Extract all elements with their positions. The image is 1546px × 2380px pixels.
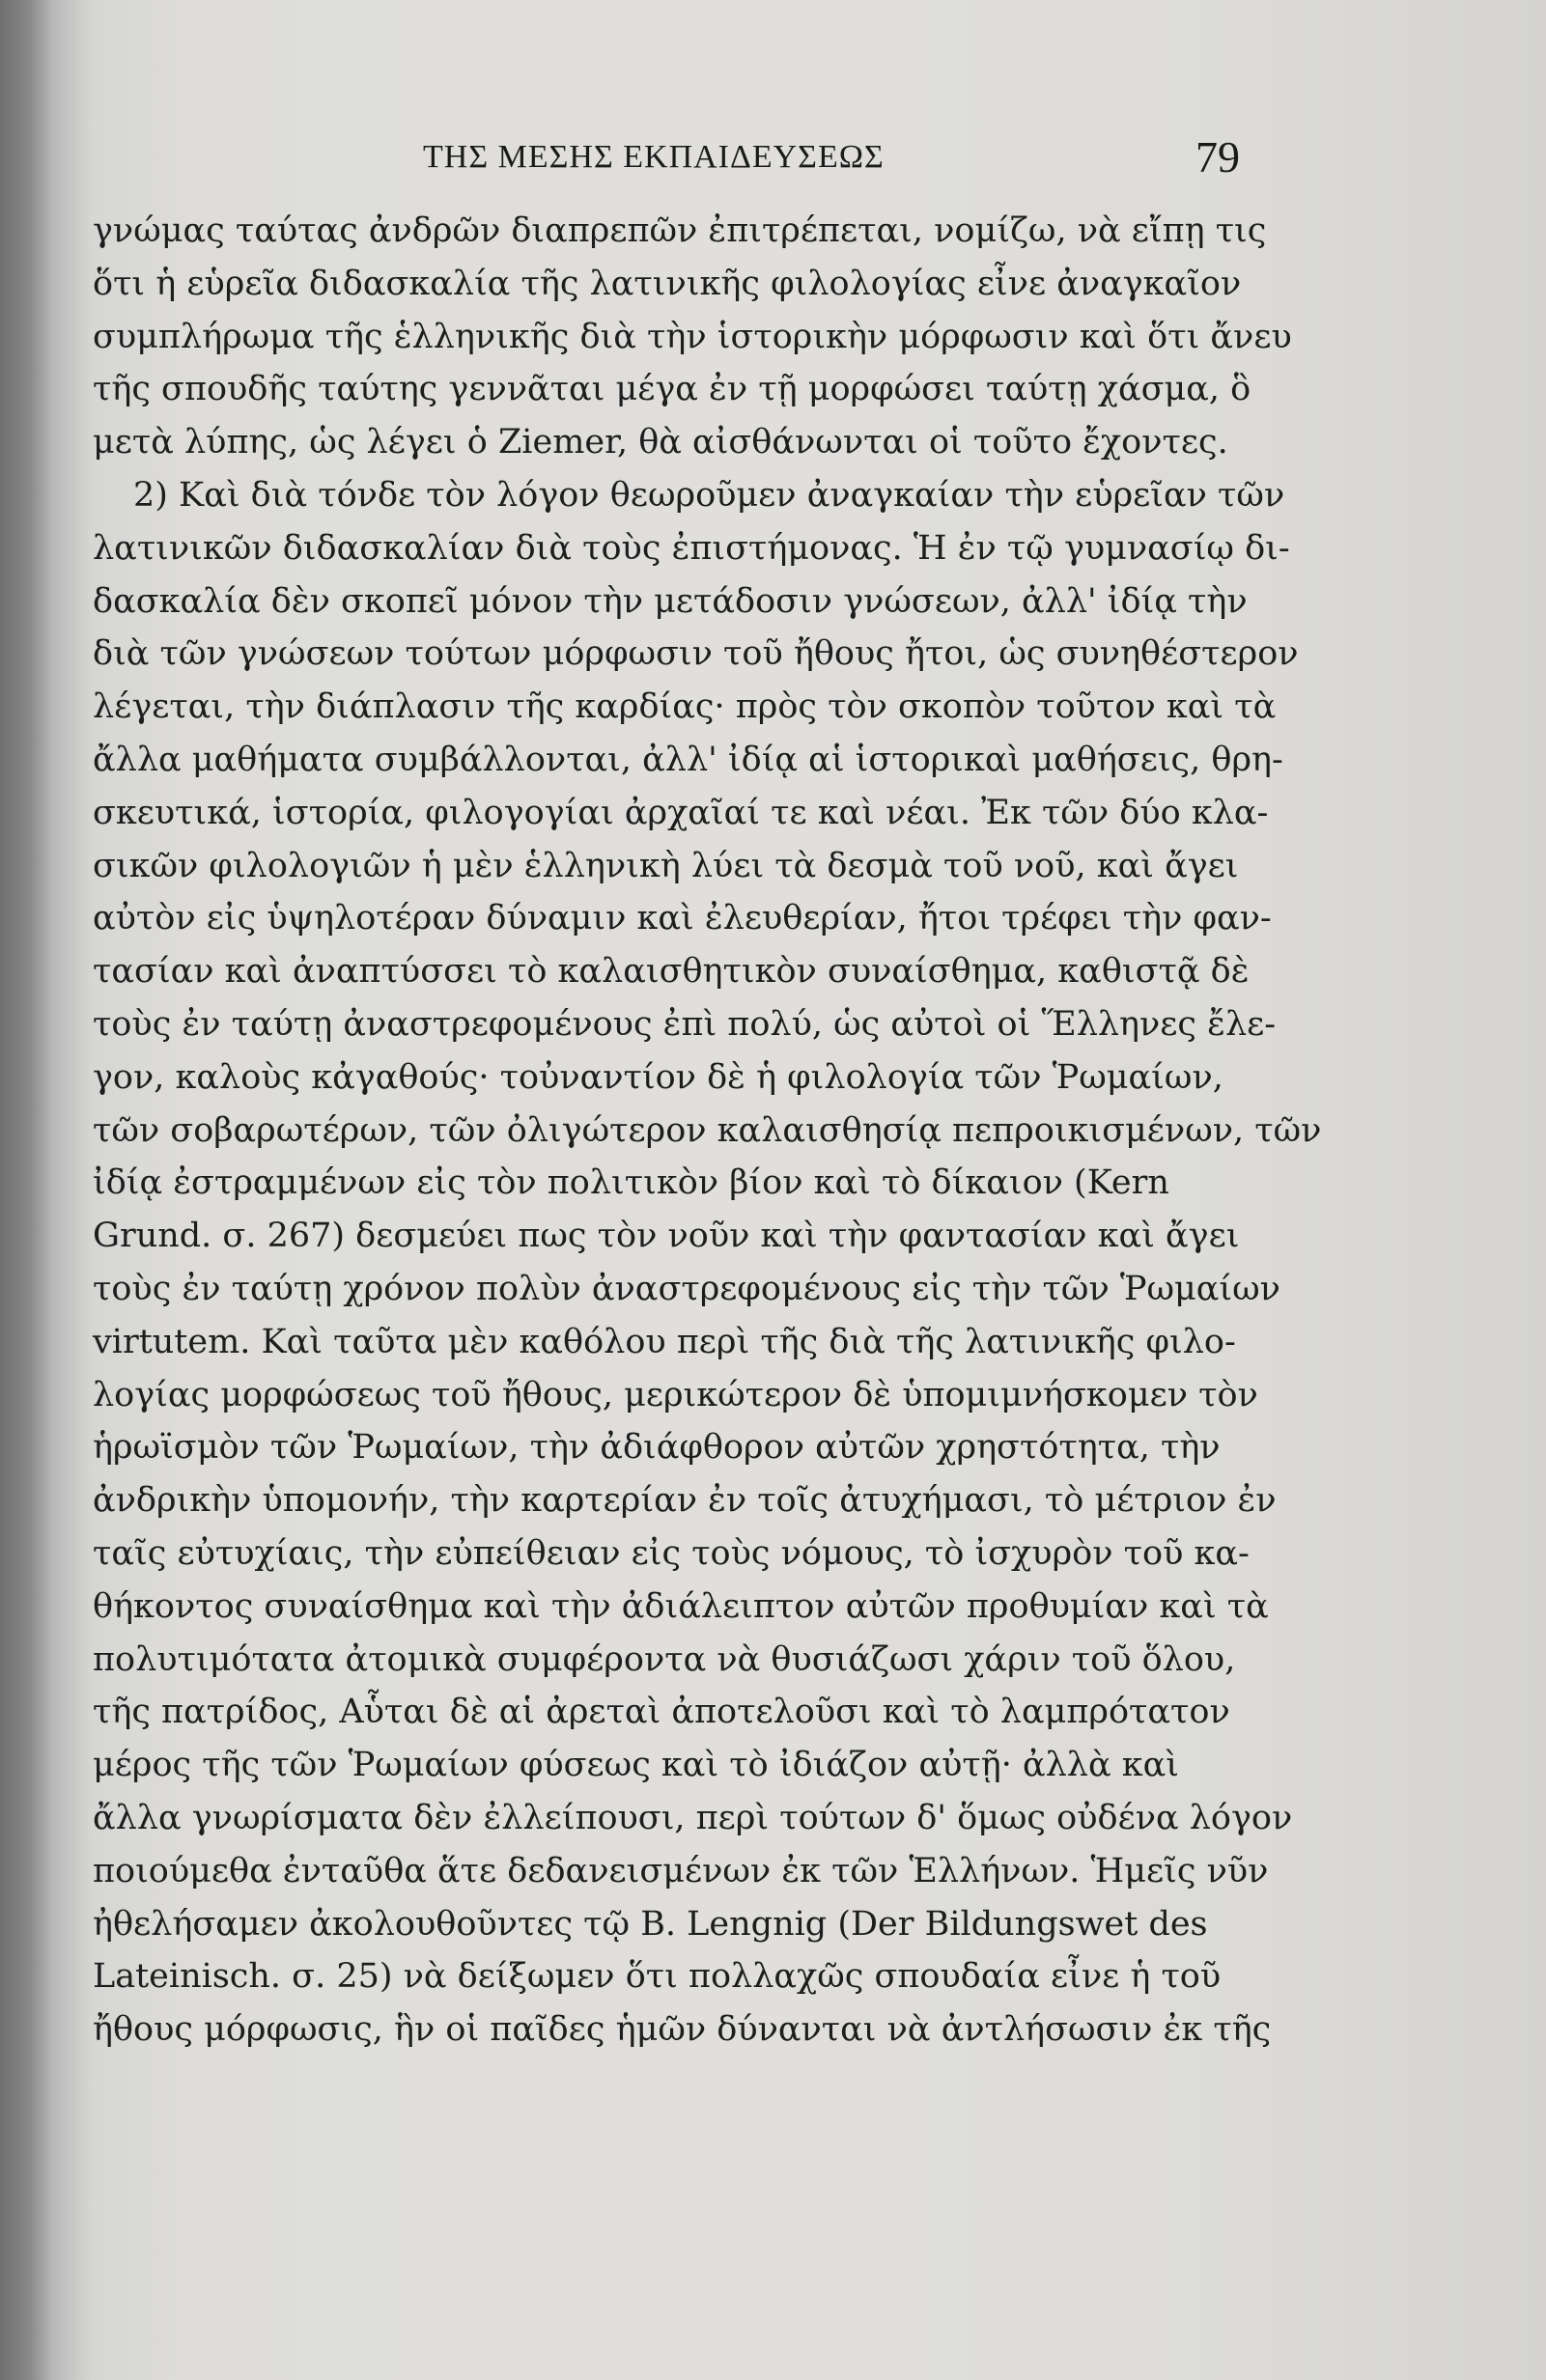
text-line: Lateinisch. σ. 25) νὰ δείξωμεν ὅτι πολλαχῶς σπουδαία εἶνε ἡ τοῦ <box>93 1957 1222 1997</box>
text-line: αὐτὸν εἰς ὑψηλοτέραν δύναμιν καὶ ἐλευθερίαν, ἤτοι τρέφει τὴν φαν- <box>93 899 1272 938</box>
text-line: μέρος τῆς τῶν Ῥωμαίων φύσεως καὶ τὸ ἰδιάζον αὐτῇ· ἀλλὰ καὶ <box>93 1746 1179 1785</box>
text-line: λέγεται, τὴν διάπλασιν τῆς καρδίας· πρὸς τὸν σκοπὸν τοῦτον καὶ τὰ <box>93 687 1277 727</box>
text-line: δασκαλία δὲν σκοπεῖ μόνον τὴν μετάδοσιν γνώσεων, ἀλλ' ἰδίᾳ τὴν <box>93 581 1248 621</box>
text-line: τῆς πατρίδος, Αὗται δὲ αἱ ἀρεταὶ ἀποτελοῦσι καὶ τὸ λαμπρότατον <box>93 1693 1230 1732</box>
text-line: ἄλλα γνωρίσματα δὲν ἐλλείπουσι, περὶ τούτων δ' ὅμως οὐδένα λόγον <box>93 1798 1293 1837</box>
text-line: σκευτικά, ἱστορία, φιλογογίαι ἀρχαῖαί τε καὶ νέαι. Ἐκ τῶν δύο κλα- <box>93 793 1269 832</box>
text-line: λογίας μορφώσεως τοῦ ἤθους, μερικώτερον δὲ ὑπομιμνήσκομεν τὸν <box>93 1375 1258 1414</box>
text-line: σικῶν φιλολογιῶν ἡ μὲν ἑλληνικὴ λύει τὰ δεσμὰ τοῦ νοῦ, καὶ ἄγει <box>93 846 1239 885</box>
text-line: Grund. σ. 267) δεσμεύει πως τὸν νοῦν καὶ τὴν φαντασίαν καὶ ἄγει <box>93 1217 1240 1256</box>
running-head <box>0 133 1546 191</box>
text-line: virtutem. Καὶ ταῦτα μὲν καθόλου περὶ τῆς διὰ τῆς λατινικῆς φιλο- <box>93 1322 1236 1361</box>
page-number: 79 <box>1195 132 1240 182</box>
body-text <box>93 205 1322 2057</box>
text-line: ἰδίᾳ ἐστραμμένων εἰς τὸν πολιτικὸν βίον καὶ τὸ δίκαιον (Kern <box>93 1163 1169 1203</box>
text-line: τῶν σοβαρωτέρων, τῶν ὀλιγώτερον καλαισθησίᾳ πεπροικισμένων, τῶν <box>93 1110 1322 1150</box>
text-line: μετὰ λύπης, ὡς λέγει ὁ Ziemer, θὰ αἰσθάνωνται οἱ τοῦτο ἔχοντες. <box>93 423 1228 462</box>
text-line: γον, καλοὺς κἀγαθούς· τοὐναντίον δὲ ἡ φιλολογία τῶν Ῥωμαίων, <box>93 1057 1223 1097</box>
text-line: ἤθους μόρφωσις, ἣν οἱ παῖδες ἡμῶν δύνανται νὰ ἀντλήσωσιν ἐκ τῆς <box>93 2010 1272 2050</box>
text-line: πολυτιμότατα ἀτομικὰ συμφέροντα νὰ θυσιάζωσι χάριν τοῦ ὅλου, <box>93 1639 1236 1679</box>
text-line: λατινικῶν διδασκαλίαν διὰ τοὺς ἐπιστήμονας. Ἡ ἐν τῷ γυμνασίῳ δι- <box>93 528 1290 568</box>
text-line: ὅτι ἡ εὑρεῖα διδασκαλία τῆς λατινικῆς φιλολογίας εἶνε ἀναγκαῖον <box>93 264 1242 303</box>
text-line: θήκοντος συναίσθημα καὶ τὴν ἀδιάλειπτον αὐτῶν προθυμίαν καὶ τὰ <box>93 1586 1269 1626</box>
text-line: συμπλήρωμα τῆς ἑλληνικῆς διὰ τὴν ἱστορικὴν μόρφωσιν καὶ ὅτι ἄνευ <box>93 317 1292 356</box>
text-line: ἄλλα μαθήματα συμβάλλονται, ἀλλ' ἰδίᾳ αἱ ἱστορικαὶ μαθήσεις, θρη- <box>93 740 1283 779</box>
text-line: ἀνδρικὴν ὑπομονήν, τὴν καρτερίαν ἐν τοῖς ἀτυχήμασι, τὸ μέτριον ἐν <box>93 1481 1277 1521</box>
text-line: ἠθελήσαμεν ἀκολουθοῦντες τῷ B. Lengnig (Der Bildungswet des <box>93 1904 1208 1944</box>
text-line: τῆς σπουδῆς ταύτης γεννᾶται μέγα ἐν τῇ μορφώσει ταύτῃ χάσμα, ὃ <box>93 370 1251 409</box>
paragraph-start-line: 2) Καὶ διὰ τόνδε τὸν λόγον θεωροῦμεν ἀναγκαίαν τὴν εὑρεῖαν τῶν <box>133 475 1285 515</box>
text-line: διὰ τῶν γνώσεων τούτων μόρφωσιν τοῦ ἤθους ἤτοι, ὡς συνηθέστερον <box>93 634 1299 674</box>
text-line: ταῖς εὐτυχίαις, τὴν εὐπείθειαν εἰς τοὺς νόμους, τὸ ἰσχυρὸν τοῦ κα- <box>93 1533 1250 1573</box>
text-line: τασίαν καὶ ἀναπτύσσει τὸ καλαισθητικὸν συναίσθημα, καθιστᾷ δὲ <box>93 952 1250 992</box>
text-line: ἡρωϊσμὸν τῶν Ῥωμαίων, τὴν ἀδιάφθορον αὐτῶν χρηστότητα, τὴν <box>93 1428 1221 1468</box>
running-head-title: ΤΗΣ ΜΕΣΗΣ ΕΚΠΑΙΔΕΥΣΕΩΣ <box>423 139 885 175</box>
text-line: τοὺς ἐν ταύτῃ ἀναστρεφομένους ἐπὶ πολύ, ὡς αὐτοὶ οἱ Ἕλληνες ἔλε- <box>93 1004 1277 1044</box>
text-line: ποιούμεθα ἐνταῦθα ἅτε δεδανεισμένων ἐκ τῶν Ἑλλήνων. Ἡμεῖς νῦν <box>93 1851 1269 1890</box>
text-line: γνώμας ταύτας ἀνδρῶν διαπρεπῶν ἐπιτρέπεται, νομίζω, νὰ εἴπῃ τις <box>93 211 1267 250</box>
text-line: τοὺς ἐν ταύτῃ χρόνον πολὺν ἀναστρεφομένους εἰς τὴν τῶν Ῥωμαίων <box>93 1269 1280 1308</box>
